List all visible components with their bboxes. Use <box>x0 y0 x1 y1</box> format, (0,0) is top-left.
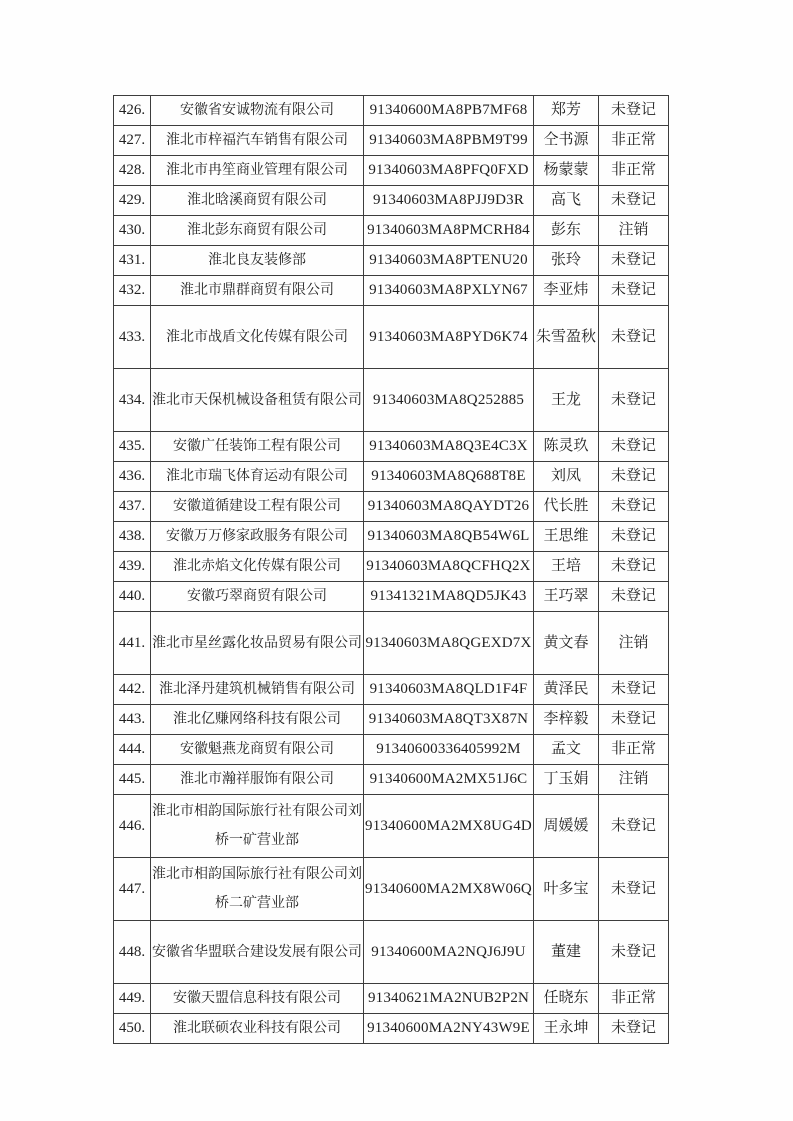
credit-code-cell: 91340603MA8PYD6K74 <box>364 306 534 369</box>
credit-code-cell: 91340603MA8PMCRH84 <box>364 216 534 246</box>
credit-code-cell: 91340603MA8PTENU20 <box>364 246 534 276</box>
table-row <box>114 276 669 306</box>
table-row <box>114 582 669 612</box>
legal-person-cell: 周媛媛 <box>534 795 599 858</box>
registration-status-cell: 未登记 <box>599 246 669 276</box>
registration-status-cell: 未登记 <box>599 582 669 612</box>
registration-status-cell: 未登记 <box>599 921 669 984</box>
table-row <box>114 984 669 1014</box>
row-index-cell: 426. <box>114 96 151 126</box>
table-row <box>114 522 669 552</box>
credit-code-cell: 91340603MA8Q252885 <box>364 369 534 432</box>
row-index-cell: 429. <box>114 186 151 216</box>
row-index-cell: 442. <box>114 675 151 705</box>
legal-person-cell: 高飞 <box>534 186 599 216</box>
company-name-cell: 淮北市鼎群商贸有限公司 <box>151 276 364 306</box>
company-registry-table <box>113 95 669 1044</box>
legal-person-cell: 郑芳 <box>534 96 599 126</box>
legal-person-cell: 王思维 <box>534 522 599 552</box>
credit-code-cell: 91340603MA8PBM9T99 <box>364 126 534 156</box>
legal-person-cell: 丁玉娟 <box>534 765 599 795</box>
company-name-cell: 淮北市相韵国际旅行社有限公司刘桥一矿营业部 <box>151 795 364 858</box>
credit-code-cell: 91340600MA2MX8W06Q <box>364 858 534 921</box>
legal-person-cell: 王龙 <box>534 369 599 432</box>
company-name-cell: 安徽天盟信息科技有限公司 <box>151 984 364 1014</box>
credit-code-cell: 91340603MA8Q3E4C3X <box>364 432 534 462</box>
credit-code-cell: 91340600MA2MX51J6C <box>364 765 534 795</box>
company-name-cell: 安徽道循建设工程有限公司 <box>151 492 364 522</box>
row-index-cell: 447. <box>114 858 151 921</box>
table-row <box>114 552 669 582</box>
legal-person-cell: 刘凤 <box>534 462 599 492</box>
credit-code-cell: 91340603MA8QCFHQ2X <box>364 552 534 582</box>
credit-code-cell: 91340603MA8QLD1F4F <box>364 675 534 705</box>
registration-status-cell: 未登记 <box>599 186 669 216</box>
table-row <box>114 216 669 246</box>
table-row <box>114 306 669 369</box>
legal-person-cell: 李亚炜 <box>534 276 599 306</box>
registration-status-cell: 注销 <box>599 216 669 246</box>
company-name-cell: 淮北市星丝露化妆品贸易有限公司 <box>151 612 364 675</box>
row-index-cell: 437. <box>114 492 151 522</box>
legal-person-cell: 代长胜 <box>534 492 599 522</box>
company-name-cell: 淮北市瑞飞体育运动有限公司 <box>151 462 364 492</box>
registration-status-cell: 非正常 <box>599 735 669 765</box>
registration-status-cell: 非正常 <box>599 984 669 1014</box>
row-index-cell: 428. <box>114 156 151 186</box>
company-name-cell: 淮北市梓福汽车销售有限公司 <box>151 126 364 156</box>
company-name-cell: 淮北晗溪商贸有限公司 <box>151 186 364 216</box>
legal-person-cell: 仝书源 <box>534 126 599 156</box>
credit-code-cell: 91340603MA8PJJ9D3R <box>364 186 534 216</box>
legal-person-cell: 彭东 <box>534 216 599 246</box>
company-name-cell: 淮北市战盾文化传媒有限公司 <box>151 306 364 369</box>
registration-status-cell: 未登记 <box>599 462 669 492</box>
legal-person-cell: 董建 <box>534 921 599 984</box>
credit-code-cell: 91340603MA8QB54W6L <box>364 522 534 552</box>
registration-status-cell: 未登记 <box>599 96 669 126</box>
credit-code-cell: 91340621MA2NUB2P2N <box>364 984 534 1014</box>
table-row <box>114 126 669 156</box>
row-index-cell: 449. <box>114 984 151 1014</box>
credit-code-cell: 91340600MA8PB7MF68 <box>364 96 534 126</box>
registry-table-container <box>113 95 669 1044</box>
registration-status-cell: 未登记 <box>599 492 669 522</box>
row-index-cell: 439. <box>114 552 151 582</box>
registration-status-cell: 未登记 <box>599 276 669 306</box>
table-row <box>114 246 669 276</box>
table-row <box>114 921 669 984</box>
legal-person-cell: 杨蒙蒙 <box>534 156 599 186</box>
row-index-cell: 436. <box>114 462 151 492</box>
row-index-cell: 444. <box>114 735 151 765</box>
company-name-cell: 淮北市天保机械设备租赁有限公司 <box>151 369 364 432</box>
legal-person-cell: 陈灵玖 <box>534 432 599 462</box>
table-body <box>114 96 669 1044</box>
legal-person-cell: 任晓东 <box>534 984 599 1014</box>
legal-person-cell: 孟文 <box>534 735 599 765</box>
table-row <box>114 1014 669 1044</box>
legal-person-cell: 黄文春 <box>534 612 599 675</box>
table-row <box>114 462 669 492</box>
registration-status-cell: 未登记 <box>599 795 669 858</box>
credit-code-cell: 91341321MA8QD5JK43 <box>364 582 534 612</box>
table-row <box>114 369 669 432</box>
registration-status-cell: 未登记 <box>599 306 669 369</box>
row-index-cell: 433. <box>114 306 151 369</box>
registration-status-cell: 未登记 <box>599 552 669 582</box>
row-index-cell: 427. <box>114 126 151 156</box>
company-name-cell: 安徽魁燕龙商贸有限公司 <box>151 735 364 765</box>
row-index-cell: 448. <box>114 921 151 984</box>
company-name-cell: 淮北赤焰文化传媒有限公司 <box>151 552 364 582</box>
company-name-cell: 淮北市瀚祥服饰有限公司 <box>151 765 364 795</box>
credit-code-cell: 91340603MA8PFQ0FXD <box>364 156 534 186</box>
credit-code-cell: 91340600336405992M <box>364 735 534 765</box>
legal-person-cell: 王培 <box>534 552 599 582</box>
registration-status-cell: 未登记 <box>599 432 669 462</box>
company-name-cell: 安徽巧翠商贸有限公司 <box>151 582 364 612</box>
registration-status-cell: 未登记 <box>599 1014 669 1044</box>
legal-person-cell: 叶多宝 <box>534 858 599 921</box>
credit-code-cell: 91340603MA8QAYDT26 <box>364 492 534 522</box>
legal-person-cell: 张玲 <box>534 246 599 276</box>
company-name-cell: 安徽省华盟联合建设发展有限公司 <box>151 921 364 984</box>
registration-status-cell: 未登记 <box>599 675 669 705</box>
company-name-cell: 淮北亿赚网络科技有限公司 <box>151 705 364 735</box>
company-name-cell: 安徽省安诚物流有限公司 <box>151 96 364 126</box>
table-row <box>114 795 669 858</box>
row-index-cell: 432. <box>114 276 151 306</box>
row-index-cell: 434. <box>114 369 151 432</box>
row-index-cell: 440. <box>114 582 151 612</box>
company-name-cell: 淮北泽丹建筑机械销售有限公司 <box>151 675 364 705</box>
registration-status-cell: 非正常 <box>599 126 669 156</box>
credit-code-cell: 91340603MA8QT3X87N <box>364 705 534 735</box>
row-index-cell: 441. <box>114 612 151 675</box>
table-row <box>114 858 669 921</box>
company-name-cell: 淮北市相韵国际旅行社有限公司刘桥二矿营业部 <box>151 858 364 921</box>
table-row <box>114 765 669 795</box>
credit-code-cell: 91340600MA2NQJ6J9U <box>364 921 534 984</box>
company-name-cell: 淮北良友装修部 <box>151 246 364 276</box>
table-row <box>114 186 669 216</box>
row-index-cell: 450. <box>114 1014 151 1044</box>
table-row <box>114 612 669 675</box>
registration-status-cell: 注销 <box>599 765 669 795</box>
table-row <box>114 675 669 705</box>
registration-status-cell: 未登记 <box>599 522 669 552</box>
credit-code-cell: 91340603MA8QGEXD7X <box>364 612 534 675</box>
company-name-cell: 安徽万万修家政服务有限公司 <box>151 522 364 552</box>
credit-code-cell: 91340603MA8PXLYN67 <box>364 276 534 306</box>
table-row <box>114 735 669 765</box>
registration-status-cell: 未登记 <box>599 858 669 921</box>
row-index-cell: 445. <box>114 765 151 795</box>
legal-person-cell: 李梓毅 <box>534 705 599 735</box>
registration-status-cell: 未登记 <box>599 369 669 432</box>
table-row <box>114 432 669 462</box>
row-index-cell: 443. <box>114 705 151 735</box>
row-index-cell: 446. <box>114 795 151 858</box>
credit-code-cell: 91340600MA2MX8UG4D <box>364 795 534 858</box>
row-index-cell: 438. <box>114 522 151 552</box>
row-index-cell: 435. <box>114 432 151 462</box>
table-row <box>114 96 669 126</box>
company-name-cell: 淮北联硕农业科技有限公司 <box>151 1014 364 1044</box>
table-row <box>114 705 669 735</box>
registration-status-cell: 注销 <box>599 612 669 675</box>
legal-person-cell: 王永坤 <box>534 1014 599 1044</box>
legal-person-cell: 朱雪盈秋 <box>534 306 599 369</box>
legal-person-cell: 黄泽民 <box>534 675 599 705</box>
table-row <box>114 492 669 522</box>
company-name-cell: 淮北市冉笙商业管理有限公司 <box>151 156 364 186</box>
legal-person-cell: 王巧翠 <box>534 582 599 612</box>
registration-status-cell: 非正常 <box>599 156 669 186</box>
credit-code-cell: 91340603MA8Q688T8E <box>364 462 534 492</box>
table-row <box>114 156 669 186</box>
company-name-cell: 淮北彭东商贸有限公司 <box>151 216 364 246</box>
credit-code-cell: 91340600MA2NY43W9E <box>364 1014 534 1044</box>
registration-status-cell: 未登记 <box>599 705 669 735</box>
company-name-cell: 安徽广任装饰工程有限公司 <box>151 432 364 462</box>
row-index-cell: 431. <box>114 246 151 276</box>
row-index-cell: 430. <box>114 216 151 246</box>
